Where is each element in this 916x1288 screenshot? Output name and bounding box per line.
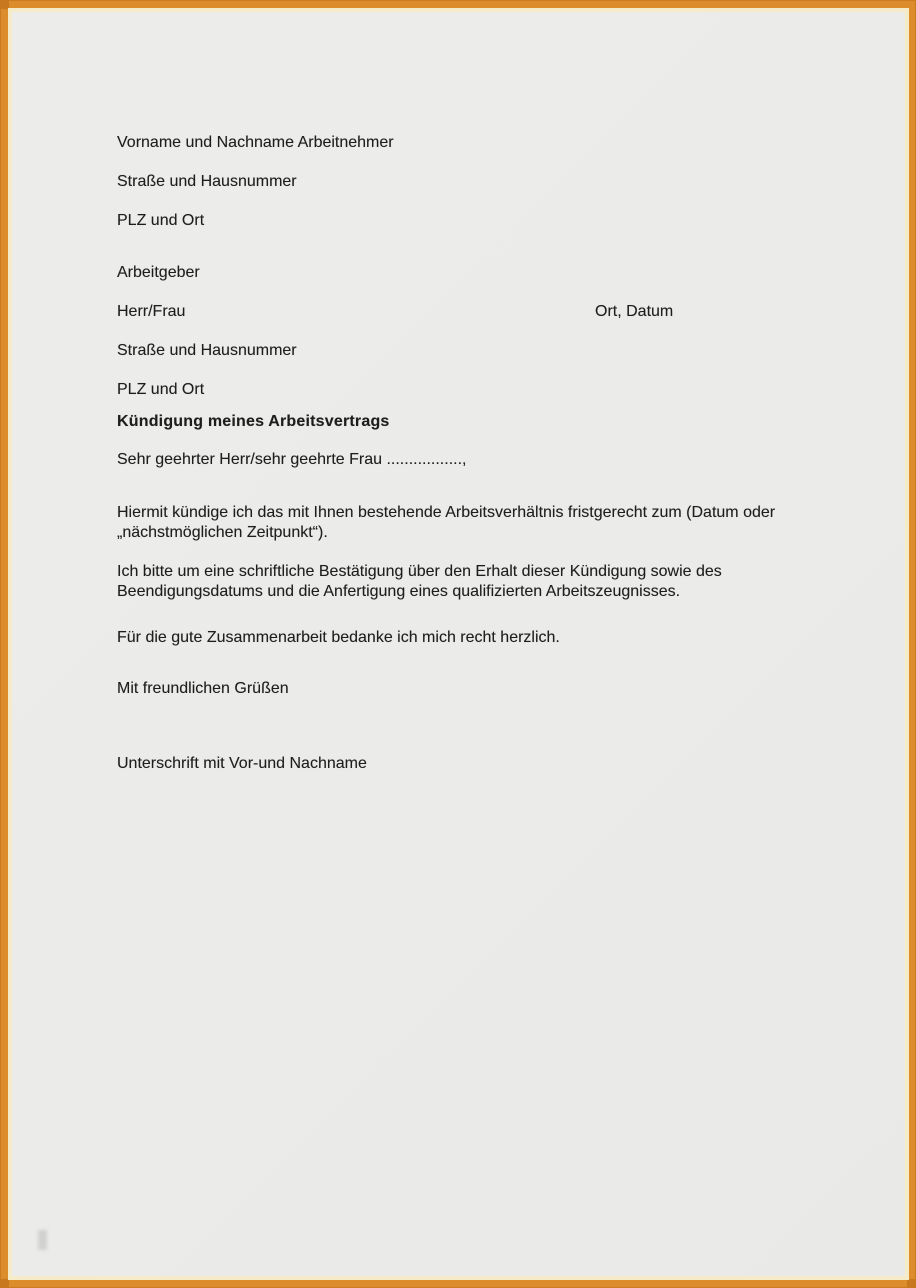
sender-city-line: PLZ und Ort	[117, 211, 205, 229]
body-paragraph-confirmation-request: Ich bitte um eine schriftliche Bestätigung über den Erhalt dieser Kündigung sowie des Beendigungsdatums und die Anfertigung eines qualifizierten Arbeitszeugnisses.	[117, 563, 722, 600]
sender-name-line: Vorname und Nachname Arbeitnehmer	[117, 133, 394, 151]
body-paragraph-thanks: Für die gute Zusammenarbeit bedanke ich mich recht herzlich.	[117, 629, 560, 646]
recipient-street-line: Straße und Hausnummer	[117, 341, 297, 359]
signature-hint: Unterschrift mit Vor-und Nachname	[117, 755, 367, 772]
place-and-date: Ort, Datum	[595, 303, 674, 320]
sender-street-line: Straße und Hausnummer	[117, 172, 297, 190]
recipient-city-line: PLZ und Ort	[117, 380, 205, 398]
closing-formula: Mit freundlichen Grüßen	[117, 680, 289, 697]
recipient-address-block	[117, 243, 297, 419]
sender-address-block	[117, 113, 394, 250]
frame-corner-bottom-left	[0, 1279, 9, 1288]
recipient-company-line: Arbeitgeber	[117, 263, 200, 281]
scan-artifact	[38, 1230, 47, 1250]
subject-line: Kündigung meines Arbeitsvertrags	[117, 413, 390, 430]
salutation: Sehr geehrter Herr/sehr geehrte Frau .................,	[117, 451, 467, 468]
frame-corner-bottom-right	[907, 1279, 916, 1288]
body-paragraph-termination: Hiermit kündige ich das mit Ihnen bestehende Arbeitsverhältnis fristgerecht zum (Datum oder „nächstmöglichen Zeitpunkt“).	[117, 504, 776, 541]
letter-page	[12, 12, 905, 1276]
recipient-person-line: Herr/Frau	[117, 302, 186, 320]
